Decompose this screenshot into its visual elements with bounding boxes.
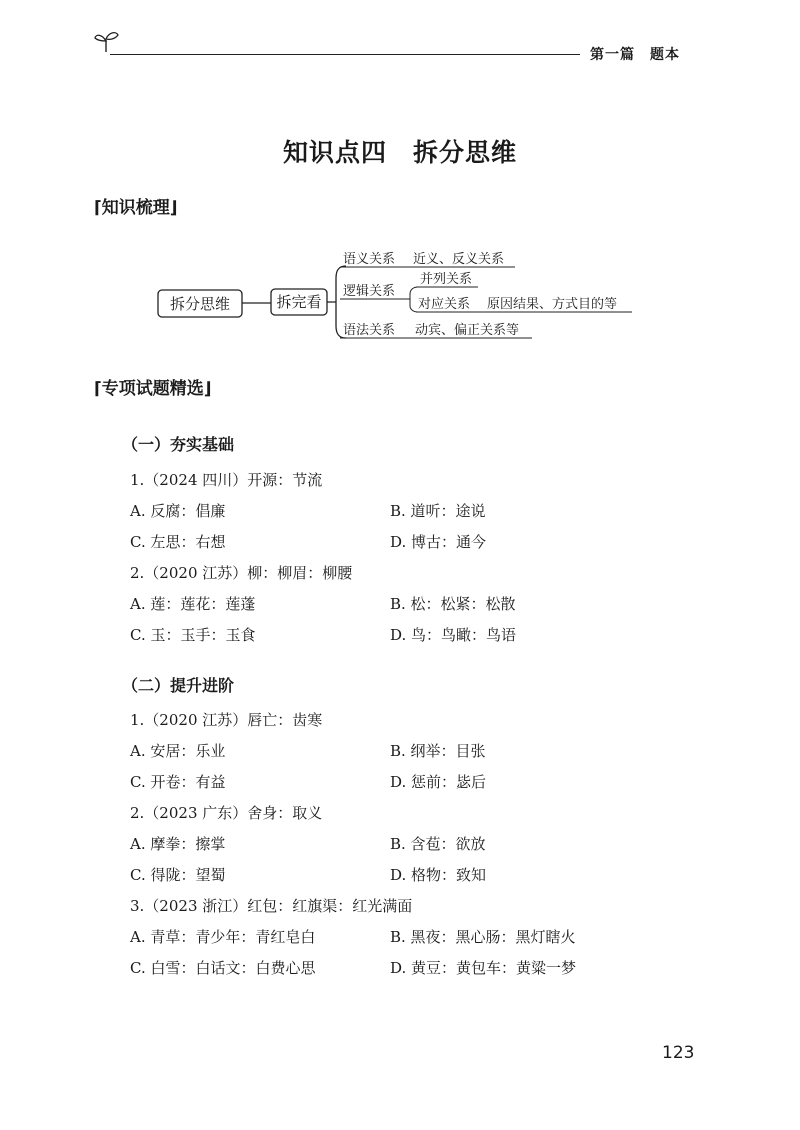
bracket-close-icon: ⌋ bbox=[203, 379, 212, 399]
question-stem: 3.（2023 浙江）红包：红旗渠：红光满面 bbox=[130, 897, 413, 915]
mindmap-logic-parallel: 并列关系 bbox=[420, 272, 473, 287]
page-number: 123 bbox=[662, 1043, 695, 1063]
option-d: D. 黄豆：黄包车：黄粱一梦 bbox=[390, 959, 577, 977]
sprout-icon bbox=[92, 28, 120, 54]
mindmap-semantic-label: 语义关系 bbox=[343, 252, 396, 267]
mindmap-logic-correspond-detail: 原因结果、方式目的等 bbox=[487, 297, 618, 312]
mindmap-grammar-detail: 动宾、偏正关系等 bbox=[415, 323, 520, 338]
option-a: A. 反腐：倡廉 bbox=[130, 502, 226, 520]
mindmap-grammar-label: 语法关系 bbox=[343, 323, 396, 338]
option-c: C. 白雪：白话文：白费心思 bbox=[130, 959, 316, 977]
mindmap-logic-correspond: 对应关系 bbox=[418, 297, 471, 312]
section-heading-knowledge: ⌈知识梳理⌋ bbox=[94, 198, 178, 218]
mindmap-branch: 拆完看 bbox=[276, 293, 322, 311]
option-a: A. 安居：乐业 bbox=[130, 742, 226, 760]
option-b: B. 松：松紧：松散 bbox=[390, 595, 516, 613]
option-a: A. 青草：青少年：青红皂白 bbox=[130, 928, 316, 946]
bracket-open-icon: ⌈ bbox=[94, 198, 102, 218]
option-b: B. 含苞：欲放 bbox=[390, 835, 486, 853]
option-c: C. 开卷：有益 bbox=[130, 773, 226, 791]
mindmap-semantic-detail: 近义、反义关系 bbox=[413, 252, 505, 267]
header-section-label: 第一篇 题本 bbox=[590, 47, 680, 63]
question-stem: 1.（2024 四川）开源：节流 bbox=[130, 471, 323, 489]
option-d: D. 博古：通今 bbox=[390, 533, 487, 551]
mindmap-logic-label: 逻辑关系 bbox=[343, 284, 396, 299]
question-stem: 2.（2023 广东）舍身：取义 bbox=[130, 804, 323, 822]
option-c: C. 得陇：望蜀 bbox=[130, 866, 226, 884]
part1-heading: （一）夯实基础 bbox=[122, 435, 235, 454]
option-d: D. 格物：致知 bbox=[390, 866, 487, 884]
mind-map bbox=[150, 238, 650, 348]
option-d: D. 鸟：鸟瞰：鸟语 bbox=[390, 626, 517, 644]
option-d: D. 惩前：毖后 bbox=[390, 773, 487, 791]
part2-heading: （二）提升进阶 bbox=[122, 676, 235, 695]
option-a: A. 摩拳：擦掌 bbox=[130, 835, 226, 853]
bracket-open-icon: ⌈ bbox=[94, 379, 102, 399]
page-title: 知识点四 拆分思维 bbox=[282, 138, 517, 167]
option-b: B. 纲举：目张 bbox=[390, 742, 486, 760]
bracket-close-icon: ⌋ bbox=[169, 198, 178, 218]
question-stem: 2.（2020 江苏）柳：柳眉：柳腰 bbox=[130, 564, 353, 582]
section-heading-exercises: ⌈专项试题精选⌋ bbox=[94, 379, 212, 399]
option-c: C. 左思：右想 bbox=[130, 533, 226, 551]
option-a: A. 莲：莲花：莲蓬 bbox=[130, 595, 256, 613]
option-b: B. 黑夜：黑心肠：黑灯瞎火 bbox=[390, 928, 576, 946]
header-rule bbox=[110, 54, 580, 55]
mindmap-root: 拆分思维 bbox=[169, 295, 231, 313]
option-c: C. 玉：玉手：玉食 bbox=[130, 626, 256, 644]
question-stem: 1.（2020 江苏）唇亡：齿寒 bbox=[130, 711, 323, 729]
option-b: B. 道听：途说 bbox=[390, 502, 486, 520]
